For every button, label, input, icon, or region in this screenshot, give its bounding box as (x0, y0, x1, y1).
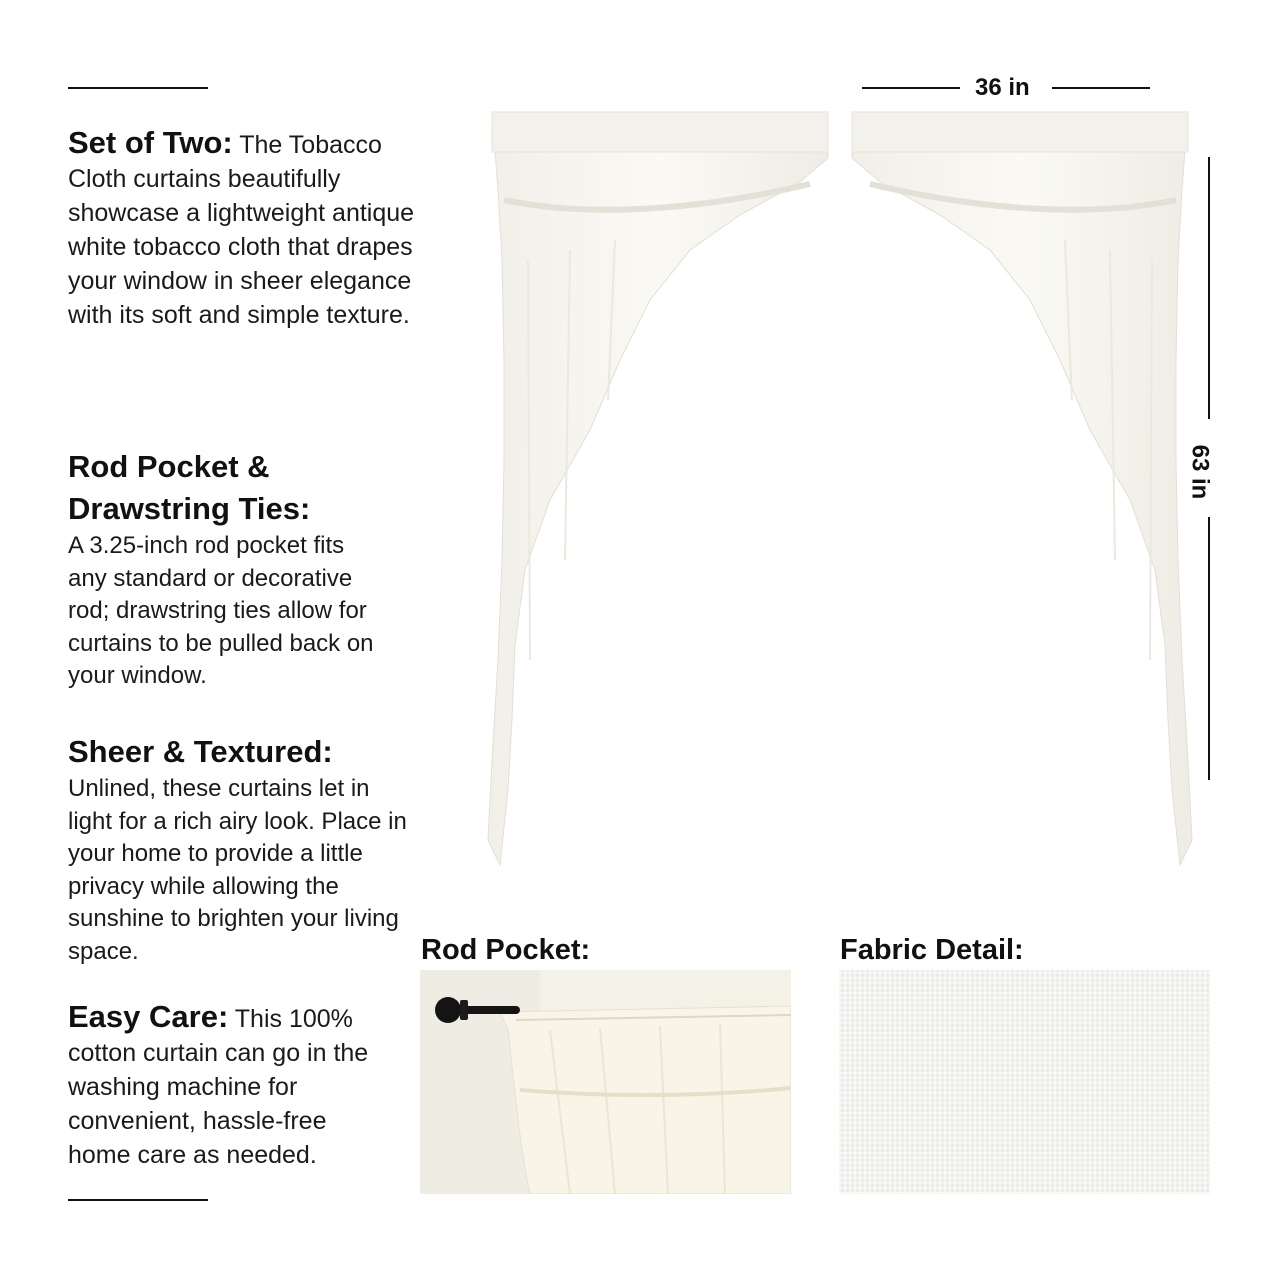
feature-body: This 100% cotton curtain can go in the washing machine for convenient, hassle-free home care as needed. (68, 1005, 369, 1169)
height-dimension-label: 63 in (1186, 444, 1214, 500)
rod-pocket-image (420, 970, 791, 1194)
feature-rod-pocket (68, 446, 388, 693)
feature-set-of-two (68, 126, 428, 332)
feature-title: Sheer & Textured: (68, 734, 333, 769)
feature-title: Rod Pocket & Drawstring Ties: (68, 449, 311, 526)
width-dimension-label: 36 in (975, 74, 1030, 101)
width-dimension-line-right (1052, 87, 1150, 89)
feature-title: Set of Two: (68, 125, 233, 160)
right-curtain (852, 112, 1192, 865)
bottom-rule (68, 1199, 208, 1201)
feature-sheer-textured (68, 731, 413, 968)
feature-easy-care (68, 1000, 378, 1172)
width-dimension-line-left (862, 87, 960, 89)
feature-body: Unlined, these curtains let in light for a rich airy look. Place in your home to provide a little privacy while allowing the sunshine to brighten your living space. (68, 775, 407, 965)
fabric-detail-title: Fabric Detail: (840, 934, 1024, 966)
feature-title: Easy Care: (68, 999, 229, 1034)
curtain-pair-image (440, 100, 1240, 900)
rod-pocket-title: Rod Pocket: (421, 934, 591, 966)
fabric-detail-image (839, 970, 1210, 1194)
top-rule (68, 87, 208, 89)
feature-body: The Tobacco Cloth curtains beautifully showcase a lightweight antique white tobacco cloth that drapes your window in sheer elegance with its soft and simple texture. (68, 131, 415, 329)
left-curtain (488, 112, 828, 865)
feature-body: A 3.25-inch rod pocket fits any standard or decorative rod; drawstring ties allow for curtains to be pulled back on your window. (68, 532, 374, 689)
